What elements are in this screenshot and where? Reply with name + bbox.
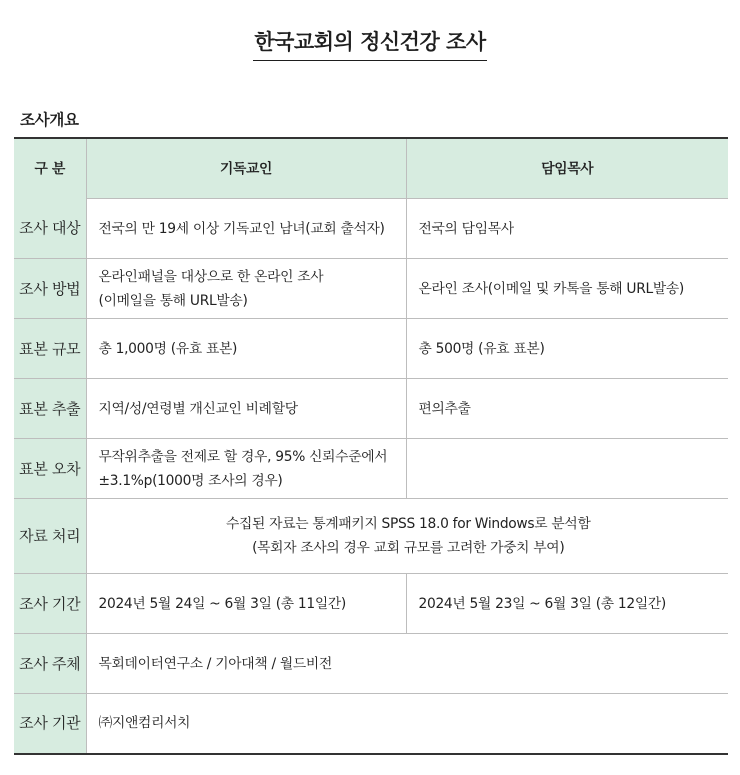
row-processing <box>14 499 728 574</box>
table-header-row <box>14 138 728 199</box>
cell-pastors <box>406 199 728 259</box>
row-label: 자료 처리 <box>14 499 86 574</box>
row-sampling <box>14 379 728 439</box>
row-error <box>14 439 728 499</box>
cell-text: 지역/성/연령별 개신교인 비례할당 <box>98 400 298 417</box>
cell-merged <box>86 694 728 754</box>
cell-text: 온라인패널을 대상으로 한 온라인 조사 <box>98 268 324 285</box>
row-label: 조사 기관 <box>14 694 86 754</box>
cell-text: 총 500명 (유효 표본) <box>418 340 545 357</box>
cell-pastors <box>406 259 728 319</box>
row-label: 표본 추출 <box>14 379 86 439</box>
cell-christians <box>86 259 406 319</box>
cell-text: ㈜지앤컴리서치 <box>98 715 191 732</box>
cell-pastors <box>406 379 728 439</box>
cell-text: 총 1,000명 (유효 표본) <box>98 340 238 357</box>
cell-pastors <box>406 574 728 634</box>
header-christians: 기독교인 <box>86 138 406 199</box>
cell-merged <box>86 499 728 574</box>
cell-text: (이메일을 통해 URL발송) <box>98 292 248 309</box>
row-label: 조사 기간 <box>14 574 86 634</box>
row-label: 조사 대상 <box>14 199 86 259</box>
row-label: 조사 주체 <box>14 634 86 694</box>
title-wrap <box>0 26 740 61</box>
row-agency <box>14 694 728 754</box>
cell-text: 2024년 5월 23일 ~ 6월 3일 (총 12일간) <box>418 595 667 612</box>
row-target <box>14 199 728 259</box>
header-pastors: 담임목사 <box>406 138 728 199</box>
cell-text: 목회데이터연구소 / 기아대책 / 월드비전 <box>98 655 332 672</box>
cell-christians <box>86 439 406 499</box>
cell-text: 편의추출 <box>418 400 471 417</box>
cell-christians <box>86 379 406 439</box>
cell-text: ±3.1%p(1000명 조사의 경우) <box>98 472 283 489</box>
cell-text: 전국의 담임목사 <box>418 220 514 237</box>
cell-text: 온라인 조사(이메일 및 카톡을 통해 URL발송) <box>418 280 685 297</box>
row-label: 표본 오차 <box>14 439 86 499</box>
section-heading: 조사개요 <box>20 111 79 129</box>
row-sample-size <box>14 319 728 379</box>
row-label: 표본 규모 <box>14 319 86 379</box>
cell-text: (목회자 조사의 경우 교회 규모를 고려한 가중치 부여) <box>252 540 565 556</box>
cell-text: 전국의 만 19세 이상 기독교인 남녀(교회 출석자) <box>98 220 385 237</box>
cell-text: 수집된 자료는 통계패키지 SPSS 18.0 for Windows로 분석함 <box>226 516 591 532</box>
header-category: 구 분 <box>14 138 86 199</box>
cell-christians <box>86 319 406 379</box>
cell-pastors <box>406 439 728 499</box>
cell-christians <box>86 199 406 259</box>
cell-christians <box>86 574 406 634</box>
page-title: 한국교회의 정신건강 조사 <box>253 26 486 61</box>
cell-merged <box>86 634 728 694</box>
cell-pastors <box>406 319 728 379</box>
row-period <box>14 574 728 634</box>
row-organizer <box>14 634 728 694</box>
row-method <box>14 259 728 319</box>
row-label: 조사 방법 <box>14 259 86 319</box>
survey-overview-table <box>14 137 728 755</box>
cell-text: 무작위추출을 전제로 할 경우, 95% 신뢰수준에서 <box>98 448 388 465</box>
cell-text: 2024년 5월 24일 ~ 6월 3일 (총 11일간) <box>98 595 347 612</box>
